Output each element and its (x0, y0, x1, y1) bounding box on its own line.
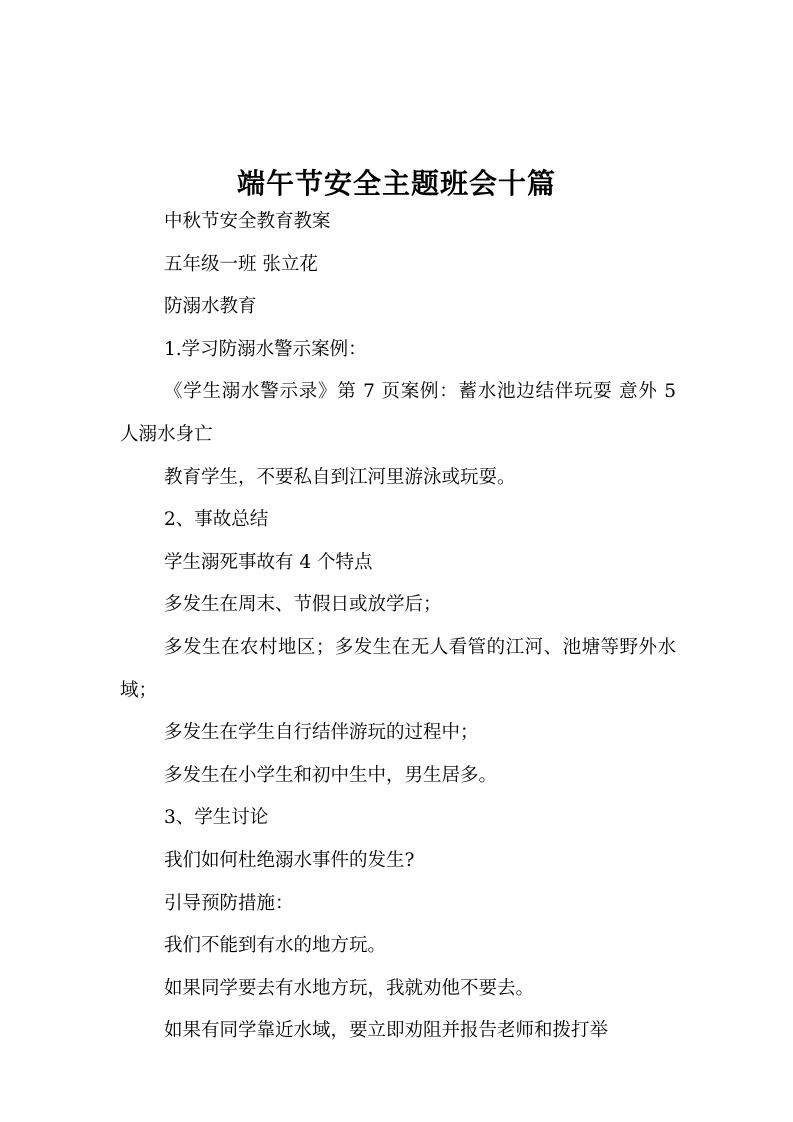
paragraph: 如果有同学靠近水域，要立即劝阻并报告老师和拨打举 (164, 1020, 609, 1042)
paragraph: 多发生在小学生和初中生中，男生居多。 (164, 764, 498, 786)
paragraph: 防溺水教育 (164, 296, 257, 318)
paragraph: 学生溺死事故有 4 个特点 (164, 551, 373, 573)
paragraph: 如果同学要去有水地方玩，我就劝他不要去。 (164, 977, 535, 999)
paragraph: 多发生在学生自行结伴游玩的过程中； (164, 722, 479, 744)
paragraph: 《学生溺水警示录》第 7 页案例：蓄水池边结伴玩耍 意外 5 人溺水身亡 (120, 381, 676, 445)
paragraph: 3、学生讨论 (164, 807, 269, 829)
paragraph: 我们如何杜绝溺水事件的发生? (164, 849, 415, 871)
document-body (120, 201, 676, 1053)
paragraph: 教育学生，不要私自到江河里游泳或玩耍。 (164, 466, 516, 488)
paragraph: 我们不能到有水的地方玩。 (164, 935, 387, 957)
paragraph: 多发生在周末、节假日或放学后； (164, 594, 442, 616)
paragraph: 1.学习防溺水警示案例： (164, 338, 367, 360)
document-title: 端午节安全主题班会十篇 (236, 166, 556, 200)
paragraph: 五年级一班 张立花 (164, 253, 318, 275)
paragraph: 中秋节安全教育教案 (164, 211, 331, 232)
paragraph: 多发生在农村地区；多发生在无人看管的江河、池塘等野外水域； (120, 636, 676, 701)
paragraph: 引导预防措施： (164, 892, 294, 914)
paragraph: 2、事故总结 (164, 509, 269, 531)
